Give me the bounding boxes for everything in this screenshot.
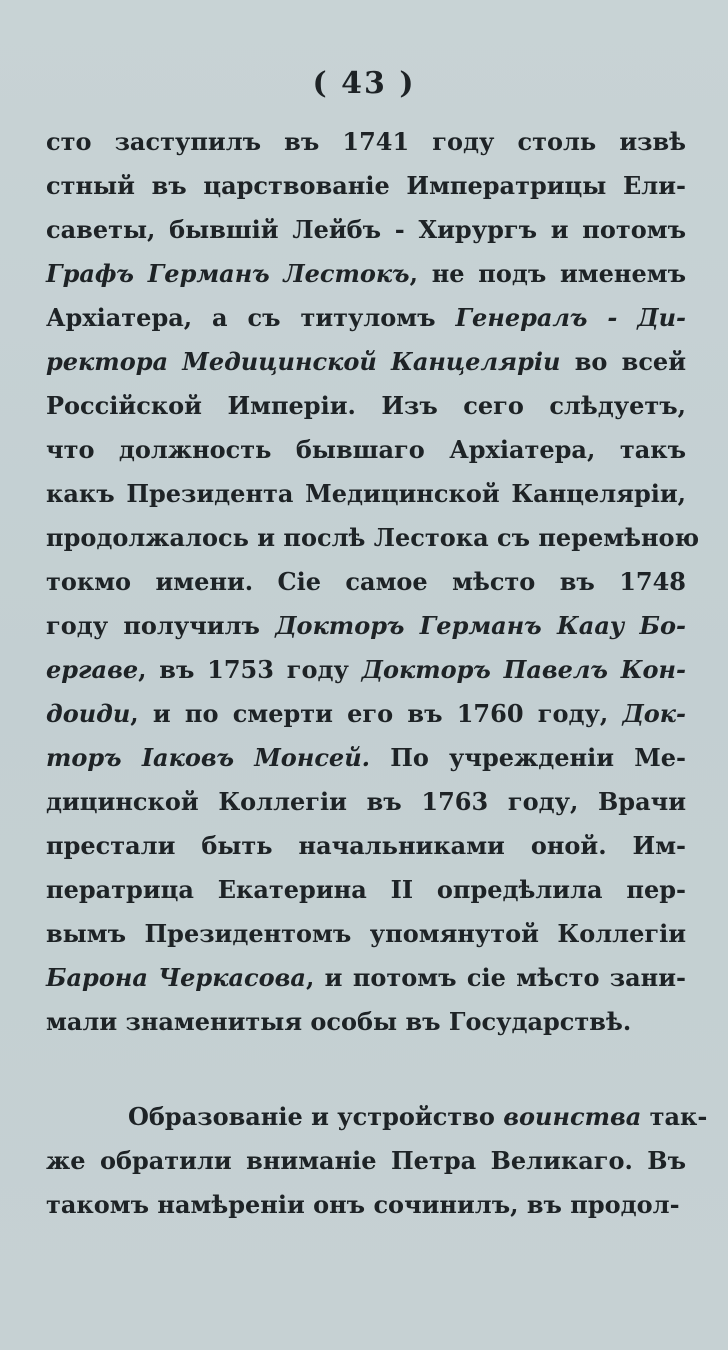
text-run: такомъ намѣреніи онъ сочинилъ, въ продол-: [46, 1190, 680, 1219]
text-line: [46, 516, 700, 560]
italic-text-run: Генералъ - Ди-: [455, 303, 686, 332]
italic-text-run: Док-: [622, 699, 686, 728]
text-line: [46, 340, 686, 384]
text-run: Архіатера, а съ титуломъ: [46, 303, 456, 332]
italic-text-run: Докторъ Павелъ Кон-: [361, 655, 686, 684]
text-line: [46, 296, 686, 340]
text-line: [46, 604, 686, 648]
text-line: [46, 252, 686, 296]
text-line: [46, 428, 686, 472]
text-line: [46, 1000, 686, 1044]
page-number: ( 43 ): [312, 66, 416, 101]
text-run: По учрежденіи Ме-: [370, 743, 687, 772]
text-run: продолжалось и послѣ Лестока съ перемѣною: [46, 523, 700, 552]
text-run: дицинской Коллегіи въ 1763 году, Врачи: [46, 787, 686, 816]
text-line: [46, 692, 686, 736]
text-line: [46, 736, 686, 780]
text-line: [46, 780, 686, 824]
text-run: Россійской Имперіи. Изъ сего слѣдуетъ,: [46, 391, 686, 420]
italic-text-run: Докторъ Германъ Каау Бо-: [275, 611, 687, 640]
text-line: [46, 560, 686, 604]
text-line: [46, 956, 686, 1000]
text-run: так-: [641, 1102, 708, 1131]
italic-text-run: ергаве: [46, 655, 139, 684]
text-run: мали знаменитыя особы въ Государствѣ.: [46, 1007, 632, 1036]
text-run: токмо имени. Сіе самое мѣсто въ 1748: [46, 567, 686, 596]
text-run: что должность бывшаго Архіатера, такъ: [46, 435, 686, 464]
text-line: [46, 164, 686, 208]
text-line: [46, 868, 686, 912]
text-run: стный въ царствованіе Императрицы Ели-: [46, 171, 686, 200]
italic-text-run: Графъ Германъ Лестокъ: [46, 259, 410, 288]
italic-text-run: доиди: [46, 699, 131, 728]
italic-text-run: Барона Черкасова: [46, 963, 306, 992]
text-line: [46, 648, 686, 692]
text-run: во всей: [560, 347, 686, 376]
text-run: Образованіе и устройство: [128, 1102, 504, 1131]
text-line: [46, 912, 686, 956]
text-run: , не подъ именемъ: [409, 259, 687, 288]
text-run: году получилъ: [46, 611, 276, 640]
text-line: [46, 1139, 686, 1183]
text-line: [46, 120, 686, 164]
text-line: [46, 384, 686, 428]
text-run: , и по смерти его въ 1760 году,: [130, 699, 623, 728]
italic-text-run: воинства: [503, 1102, 642, 1131]
text-line: [46, 824, 686, 868]
body-paragraph: [46, 120, 700, 1044]
text-run: , въ 1753 году: [138, 655, 362, 684]
text-line: [46, 472, 686, 516]
text-run: вымъ Президентомъ упомянутой Коллегіи: [46, 919, 686, 948]
italic-text-run: торъ Іаковъ Монсей.: [46, 743, 371, 772]
text-line: [46, 1183, 686, 1227]
text-line: [46, 208, 686, 252]
text-run: же обратили вниманіе Петра Великаго. Въ: [46, 1146, 686, 1175]
text-run: , и потомъ сіе мѣсто зани-: [305, 963, 686, 992]
text-line: [46, 1095, 708, 1139]
text-run: сто заступилъ въ 1741 году столь извѣ: [46, 127, 686, 156]
text-run: саветы, бывшій Лейбъ - Хирургъ и потомъ: [46, 215, 686, 244]
body-paragraph: [46, 1095, 708, 1227]
text-run: ператрица Екатерина II опредѣлила пер-: [46, 875, 686, 904]
italic-text-run: ректора Медицинской Канцеляріи: [46, 347, 561, 376]
text-run: какъ Президента Медицинской Канцеляріи,: [46, 479, 686, 508]
text-run: престали быть начальниками оной. Им-: [46, 831, 686, 860]
